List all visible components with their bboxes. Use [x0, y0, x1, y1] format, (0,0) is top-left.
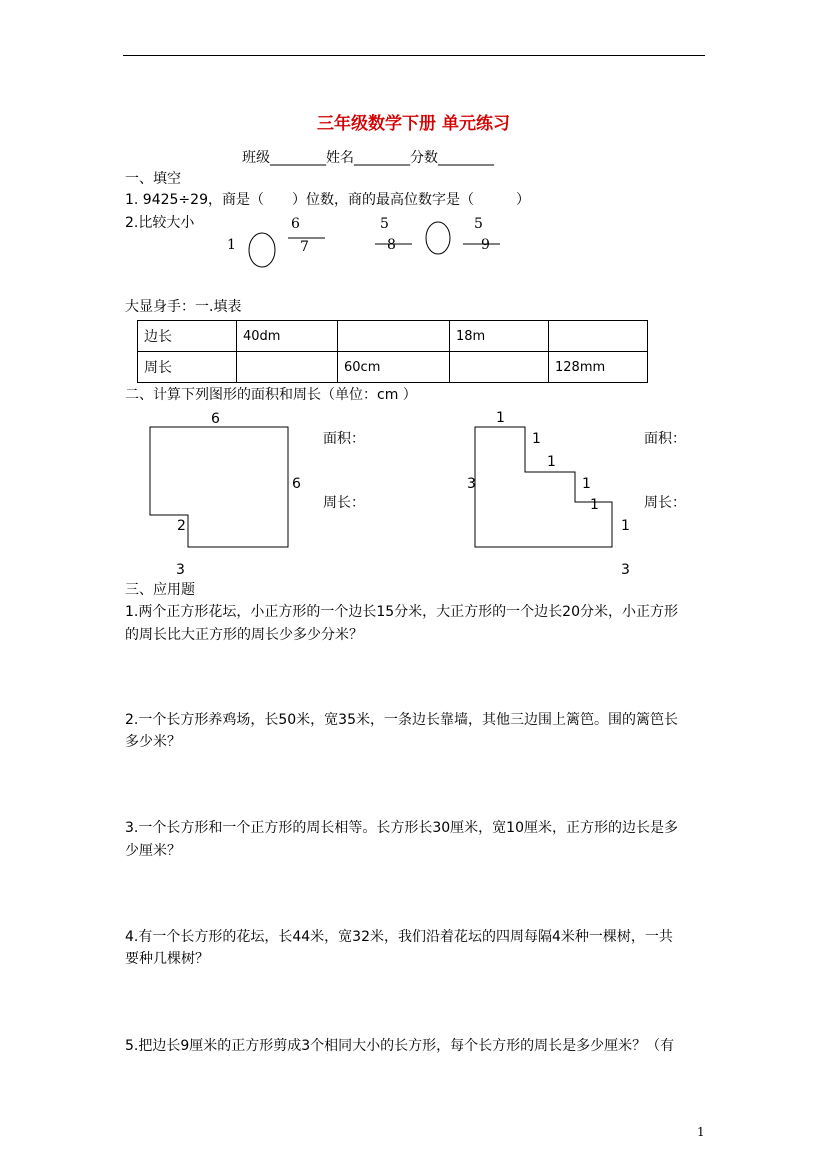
table-cell: 18m	[450, 321, 549, 352]
table-cell: 60cm	[338, 352, 450, 383]
figure-2-left-label: 3	[467, 476, 476, 492]
problem-2-line-1: 2.一个长方形养鸡场，长50米，宽35米，一条边长靠墙，其他三边围上篱笆。围的篱笆长	[125, 712, 678, 728]
problem-5-line-1: 5.把边长9厘米的正方形剪成3个相同大小的长方形，每个长方形的周长是多少厘米？（有	[125, 1038, 675, 1054]
figure-2-area-label: 面积：	[644, 431, 686, 447]
question-1-text: 1. 9425÷29，商是（ ）位数，商的最高位数字是（ ）	[125, 192, 530, 208]
figure-2-bottom-label: 3	[621, 562, 630, 578]
table-cell: 40dm	[237, 321, 338, 352]
compare-circle-2	[426, 222, 450, 254]
fraction-3-denominator: 9	[481, 237, 490, 253]
page-title: 三年级数学下册 单元练习	[317, 114, 510, 134]
fraction-2-denominator: 8	[387, 237, 396, 253]
row-label-perimeter: 周长	[138, 352, 237, 383]
problem-4-line-1: 4.有一个长方形的花坛，长44米，宽32米，我们沿着花坛的四周每隔4米种一棵树，一共	[125, 929, 673, 945]
figure-2-right-label: 1	[621, 518, 630, 534]
fraction-2-numerator: 5	[380, 216, 389, 232]
page-number: 1	[697, 1125, 705, 1139]
compare-left-number: 1	[227, 237, 236, 253]
row-label-side: 边长	[138, 321, 237, 352]
problem-1-line-1: 1.两个正方形花坛，小正方形的一个边长15分米，大正方形的一个边长20分米，小正方形	[125, 604, 678, 620]
fraction-1-denominator: 7	[300, 239, 309, 255]
table-cell: 128mm	[549, 352, 648, 383]
figure-1-right-label: 6	[292, 476, 301, 492]
figure-1-bottom-label: 3	[176, 562, 185, 578]
table-section-heading: 大显身手：一.填表	[125, 299, 242, 315]
fraction-1-numerator: 6	[291, 216, 300, 232]
figure-2-shape	[475, 427, 612, 547]
figure-2-step-label: 1	[582, 476, 591, 492]
problem-1-line-2: 的周长比大正方形的周长少多少分米？	[125, 627, 363, 643]
problem-3-line-1: 3.一个长方形和一个正方形的周长相等。长方形长30厘米，宽10厘米，正方形的边长是多	[125, 820, 678, 836]
figure-2-step-label: 1	[532, 431, 541, 447]
question-2-text: 2.比较大小	[125, 215, 195, 231]
problem-3-line-2: 少厘米？	[125, 843, 181, 859]
figure-2-step-label: 1	[590, 497, 599, 513]
figure-1-top-label: 6	[211, 411, 220, 427]
section-heading-fill-blank: 一、填空	[125, 171, 181, 187]
figure-1-notch-label: 2	[177, 518, 186, 534]
section-heading-word-problems: 三、应用题	[125, 582, 195, 598]
figure-2-perimeter-label: 周长：	[644, 495, 686, 511]
compare-circle-1	[249, 233, 275, 267]
fraction-3-numerator: 5	[474, 216, 483, 232]
student-info-line: 班级________姓名________分数________	[242, 150, 494, 166]
figure-1-area-label: 面积：	[323, 431, 365, 447]
figure-2-step-label: 1	[547, 454, 556, 470]
problem-2-line-2: 多少米？	[125, 734, 181, 750]
problem-4-line-2: 要种几棵树？	[125, 951, 209, 967]
figure-1-shape	[150, 427, 288, 547]
figure-1-perimeter-label: 周长：	[323, 495, 365, 511]
section-heading-figures: 二、计算下列图形的面积和周长（单位：cm ）	[125, 387, 417, 403]
figure-2-top-label: 1	[496, 410, 505, 426]
